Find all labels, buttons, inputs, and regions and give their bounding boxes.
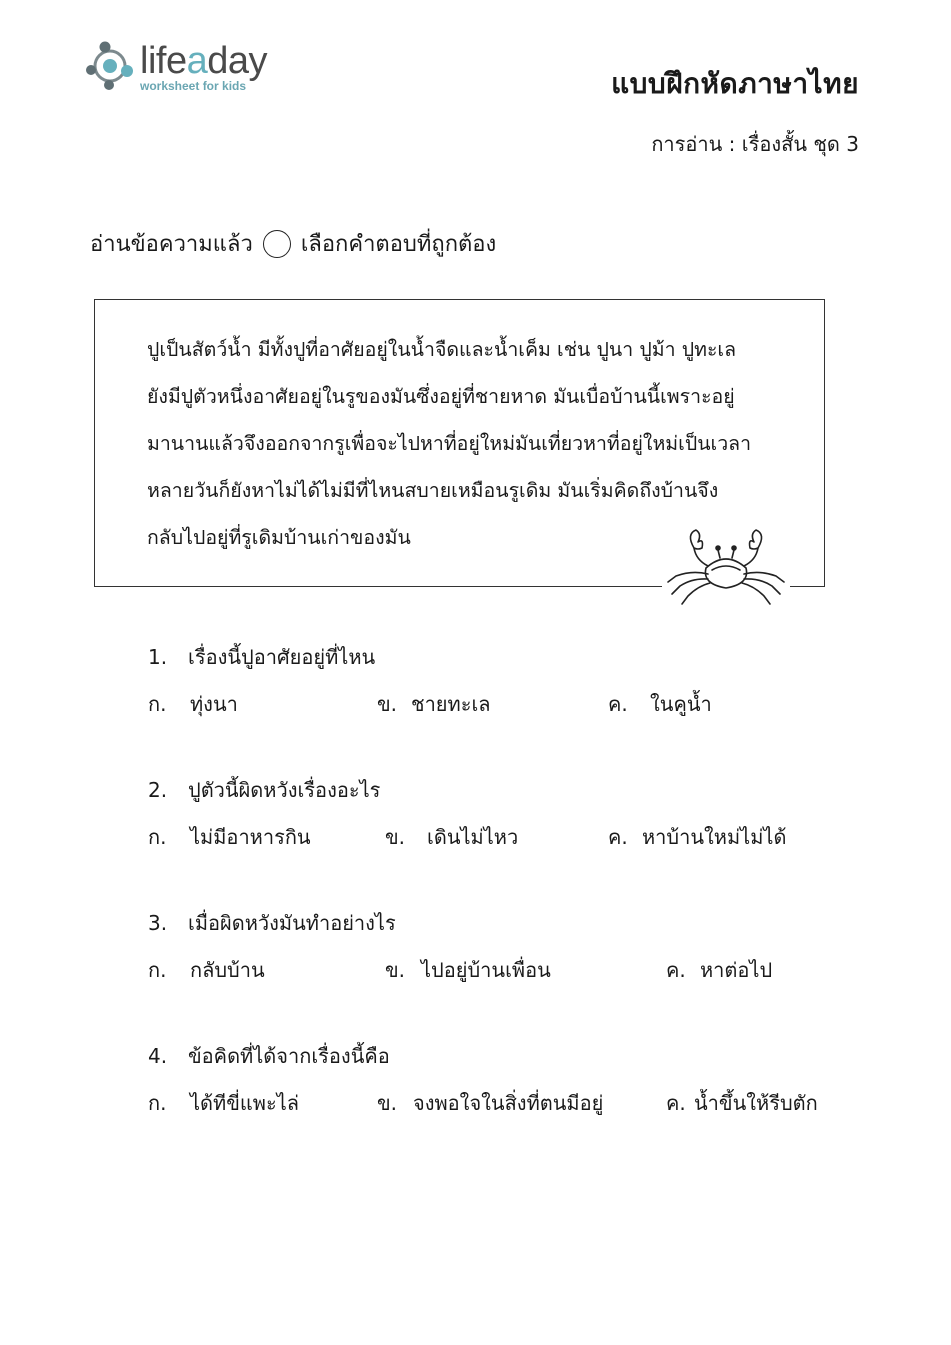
option-letter: ข.: [385, 825, 406, 849]
q2-option-c[interactable]: [608, 821, 786, 853]
option-letter: ค.: [608, 825, 628, 849]
option-letter: ค.: [666, 958, 686, 982]
instruction-after: เลือกคำตอบที่ถูกต้อง: [300, 232, 497, 257]
q1-option-b[interactable]: [377, 688, 491, 720]
option-text: เดินไม่ไหว: [427, 825, 519, 849]
q2-option-b[interactable]: [385, 821, 518, 853]
q3-option-a[interactable]: [148, 954, 265, 986]
option-text: หาต่อไป: [700, 958, 773, 982]
question-text: ปูตัวนี้ผิดหวังเรื่องอะไร: [188, 778, 381, 802]
option-letter: ก.: [148, 1091, 167, 1115]
worksheet-title: แบบฝึกหัดภาษาไทย: [611, 67, 859, 100]
option-letter: ก.: [148, 825, 167, 849]
option-letter: ข.: [385, 958, 406, 982]
passage-line: มานานแล้วจึงออกจากรูเพื่อจะไปหาที่อยู่ใหม่มันเที่ยวหาที่อยู่ใหม่เป็นเวลา: [147, 432, 752, 455]
passage-line: หลายวันก็ยังหาไม่ได้ไม่มีที่ไหนสบายเหมือนรูเดิม มันเริ่มคิดถึงบ้านจึง: [147, 479, 719, 502]
question-number: 4.: [148, 1044, 168, 1068]
question-number: 1.: [148, 645, 168, 669]
option-letter: ก.: [148, 692, 167, 716]
question-1: [148, 641, 375, 673]
question-3: [148, 907, 396, 939]
q3-option-c[interactable]: [666, 954, 772, 986]
option-text: ไม่มีอาหารกิน: [190, 825, 311, 849]
lifeaday-logo: [84, 38, 284, 94]
option-text: ชายทะเล: [411, 692, 491, 716]
q3-option-b[interactable]: [385, 954, 551, 986]
option-text: หาบ้านใหม่ไม่ได้: [642, 825, 787, 849]
circle-answer-icon: [263, 230, 291, 258]
passage-box: [94, 299, 825, 587]
question-text: เรื่องนี้ปูอาศัยอยู่ที่ไหน: [188, 645, 376, 669]
passage-line: กลับไปอยู่ที่รูเดิมบ้านเก่าของมัน: [147, 526, 411, 549]
q2-option-a[interactable]: [148, 821, 311, 853]
question-number: 3.: [148, 911, 168, 935]
option-text: ในคูน้ำ: [650, 692, 712, 716]
q1-option-a[interactable]: [148, 688, 238, 720]
q4-option-c[interactable]: [666, 1087, 818, 1119]
option-text: น้ำขึ้นให้รีบตัก: [694, 1091, 818, 1115]
option-text: ได้ทีขี่แพะไล่: [190, 1091, 300, 1115]
option-letter: ก.: [148, 958, 167, 982]
option-letter: ค.: [666, 1091, 686, 1115]
option-letter: ข.: [377, 1091, 398, 1115]
worksheet-subtitle: การอ่าน : เรื่องสั้น ชุด 3: [651, 132, 859, 156]
option-text: กลับบ้าน: [190, 958, 265, 982]
option-text: จงพอใจในสิ่งที่ตนมีอยู่: [413, 1091, 604, 1115]
logo-tagline: worksheet for kids: [140, 79, 247, 93]
option-text: ทุ่งนา: [190, 692, 238, 716]
molecule-logo-icon: [84, 40, 136, 92]
question-text: เมื่อผิดหวังมันทำอย่างไร: [188, 911, 396, 935]
option-letter: ข.: [377, 692, 398, 716]
instruction-before: อ่านข้อความแล้ว: [90, 232, 253, 257]
passage-line: ปูเป็นสัตว์น้ำ มีทั้งปูที่อาศัยอยู่ในน้ำจืดและน้ำเค็ม เช่น ปูนา ปูม้า ปูทะเล: [147, 338, 737, 361]
crab-icon: [662, 526, 790, 608]
question-2: [148, 774, 380, 806]
question-number: 2.: [148, 778, 168, 802]
q4-option-a[interactable]: [148, 1087, 299, 1119]
question-4: [148, 1040, 390, 1072]
question-text: ข้อคิดที่ได้จากเรื่องนี้คือ: [188, 1044, 390, 1068]
option-text: ไปอยู่บ้านเพื่อน: [421, 958, 551, 982]
instruction: [90, 226, 496, 261]
passage-line: ยังมีปูตัวหนึ่งอาศัยอยู่ในรูของมันซึ่งอยู่ที่ชายหาด มันเบื่อบ้านนี้เพราะอยู่: [147, 385, 735, 408]
logo-wordmark: lifeaday: [140, 40, 267, 82]
option-letter: ค.: [608, 692, 628, 716]
q1-option-c[interactable]: [608, 688, 712, 720]
q4-option-b[interactable]: [377, 1087, 603, 1119]
